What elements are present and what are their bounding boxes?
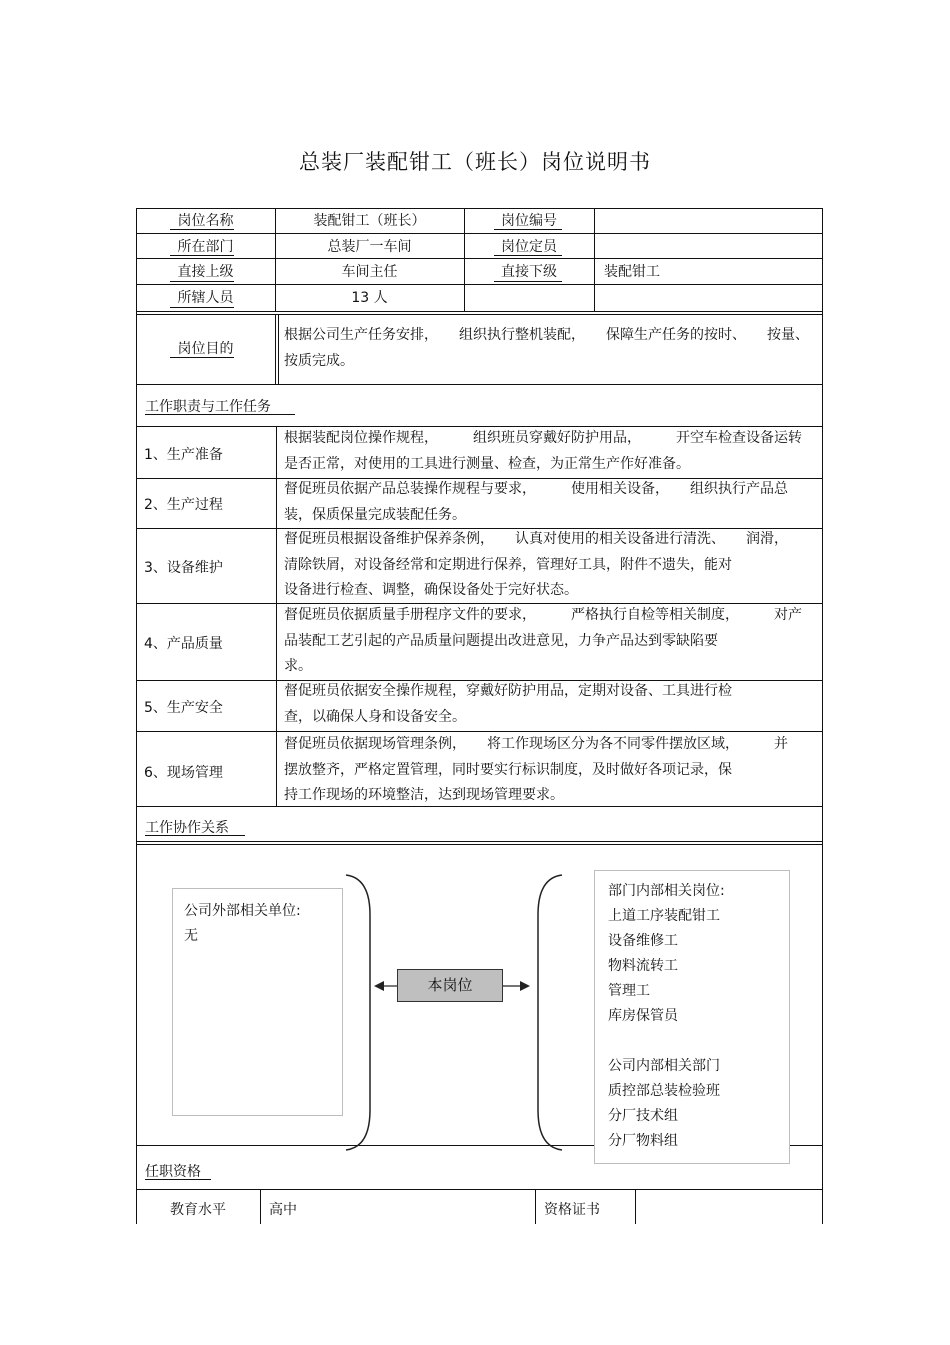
value-direct-subordinate: 装配钳工 bbox=[604, 264, 660, 280]
value-staff-count: 13 人 bbox=[351, 290, 388, 306]
label-certificate: 资格证书 bbox=[544, 1202, 600, 1218]
label-position-name: 岗位名称 bbox=[177, 213, 234, 229]
label-education: 教育水平 bbox=[170, 1202, 226, 1218]
value-education: 高中 bbox=[269, 1202, 297, 1218]
duty-name: 4、产品质量 bbox=[144, 636, 223, 652]
internal-department-item: 分厂技术组 bbox=[608, 1108, 678, 1124]
internal-position-item: 上道工序装配钳工 bbox=[608, 908, 720, 924]
duty-line: 清除铁屑，对设备经常和定期进行保养，管理好工具，附件不遗失，能对 bbox=[284, 556, 732, 573]
relations-section-header: 工作协作关系 bbox=[145, 820, 229, 836]
label-department: 所在部门 bbox=[177, 239, 234, 255]
internal-position-item: 管理工 bbox=[608, 983, 650, 999]
internal-department-item: 质控部总装检验班 bbox=[608, 1083, 720, 1099]
purpose-line: 按质完成。 bbox=[284, 352, 354, 369]
arrow-right-head bbox=[520, 981, 530, 991]
internal-departments-title: 公司内部相关部门 bbox=[608, 1058, 720, 1074]
duty-line: 督促班员依据现场管理条例， 将工作现场区分为各不同零件摆放区域， 并 bbox=[284, 736, 788, 752]
header-underline bbox=[145, 1179, 211, 1180]
duty-line: 督促班员依据质量手册程序文件的要求， 严格执行自检等相关制度， 对产 bbox=[284, 607, 802, 623]
duty-line: 摆放整齐，严格定置管理，同时要实行标识制度，及时做好各项记录，保 bbox=[284, 761, 732, 778]
duty-line: 品装配工艺引起的产品质量问题提出改进意见，力争产品达到零缺陷要 bbox=[284, 632, 718, 649]
duty-line: 求。 bbox=[284, 658, 312, 674]
internal-position-item: 设备维修工 bbox=[608, 933, 678, 949]
duty-line: 督促班员根据设备维护保养条例， 认真对使用的相关设备进行清洗、 润滑， bbox=[284, 531, 788, 547]
duty-line: 持工作现场的环境整洁，达到现场管理要求。 bbox=[284, 787, 564, 803]
duty-name: 2、生产过程 bbox=[144, 497, 223, 513]
duty-line: 是否正常，对使用的工具进行测量、检查，为正常生产作好准备。 bbox=[284, 455, 690, 472]
value-direct-superior: 车间主任 bbox=[341, 264, 398, 280]
duty-name: 3、设备维护 bbox=[144, 560, 223, 576]
document-title: 总装厂装配钳工（班长）岗位说明书 bbox=[299, 150, 651, 174]
duty-line: 装，保质保量完成装配任务。 bbox=[284, 506, 466, 523]
qualification-section-header: 任职资格 bbox=[145, 1164, 201, 1180]
label-headcount: 岗位定员 bbox=[501, 239, 557, 255]
label-position-code: 岗位编号 bbox=[501, 213, 557, 229]
external-unit-item: 无 bbox=[184, 928, 198, 944]
right-brace bbox=[346, 875, 370, 1150]
duty-line: 设备进行检查、调整，确保设备处于完好状态。 bbox=[284, 582, 578, 598]
duty-name: 6、现场管理 bbox=[144, 765, 223, 781]
label-staff-count: 所辖人员 bbox=[177, 290, 234, 306]
duty-line: 督促班员依据安全操作规程，穿戴好防护用品，定期对设备、工具进行检 bbox=[284, 683, 732, 699]
value-department: 总装厂一车间 bbox=[327, 239, 412, 255]
duty-line: 查，以确保人身和设备安全。 bbox=[284, 708, 466, 725]
duty-line: 根据装配岗位操作规程， 组织班员穿戴好防护用品， 开空车检查设备运转 bbox=[284, 430, 802, 446]
left-brace bbox=[538, 875, 562, 1150]
label-direct-subordinate: 直接下级 bbox=[501, 264, 557, 280]
internal-position-item: 库房保管员 bbox=[608, 1008, 678, 1024]
duty-line: 督促班员依据产品总装操作规程与要求， 使用相关设备， 组织执行产品总 bbox=[284, 481, 788, 497]
internal-positions-list bbox=[608, 879, 725, 1154]
list-spacer bbox=[608, 1029, 725, 1054]
internal-position-item: 物料流转工 bbox=[608, 958, 678, 974]
this-position-box: 本岗位 bbox=[397, 969, 503, 1002]
external-units-title: 公司外部相关单位: bbox=[184, 903, 301, 919]
internal-positions-title: 部门内部相关岗位: bbox=[608, 883, 725, 899]
purpose-line: 根据公司生产任务安排， 组织执行整机装配， 保障生产任务的按时、 按量、 bbox=[284, 327, 809, 343]
label-purpose: 岗位目的 bbox=[177, 341, 234, 357]
duty-name: 5、生产安全 bbox=[144, 700, 223, 716]
value-position-name: 装配钳工（班长） bbox=[313, 213, 426, 229]
internal-department-item: 分厂物料组 bbox=[608, 1133, 678, 1149]
duties-section-header: 工作职责与工作任务 bbox=[145, 399, 271, 415]
arrow-left-head bbox=[374, 981, 384, 991]
duty-name: 1、生产准备 bbox=[144, 447, 223, 463]
label-direct-superior: 直接上级 bbox=[177, 264, 234, 280]
